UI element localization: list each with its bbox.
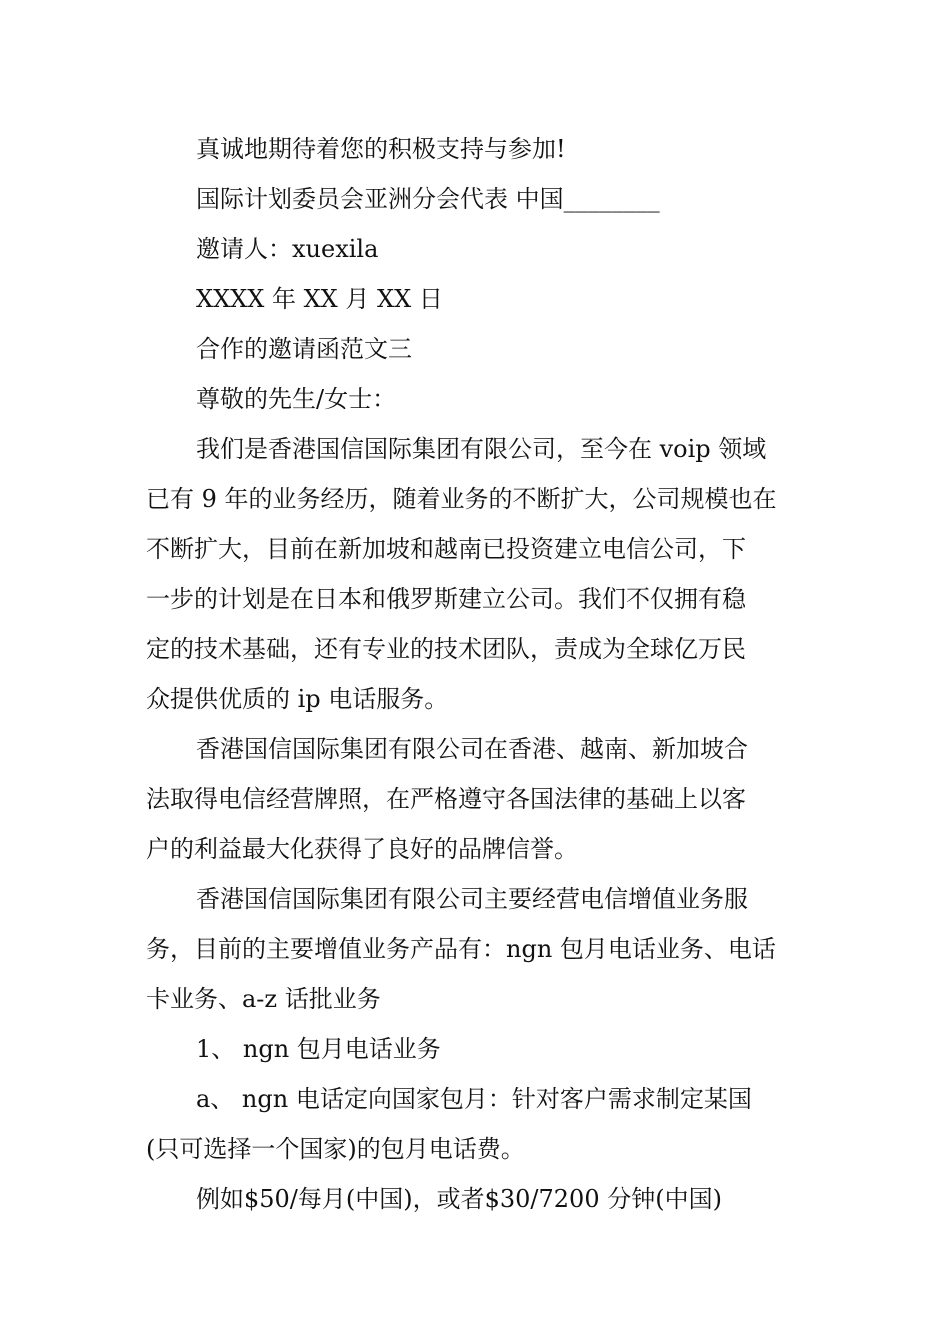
example-line: 例如$50/每月(中国)，或者$30/7200 分钟(中国) (196, 1185, 722, 1213)
paragraph-1-line-2: 已有 9 年的业务经历，随着业务的不断扩大，公司规模也在 (146, 485, 777, 513)
paragraph-3-line-1: 香港国信国际集团有限公司主要经营电信增值业务服 (196, 885, 748, 913)
list-item-a-line-1: a、 ngn 电话定向国家包月：针对客户需求制定某国 (196, 1085, 752, 1113)
section-title: 合作的邀请函范文三 (196, 335, 412, 363)
paragraph-1-line-1: 我们是香港国信国际集团有限公司，至今在 voip 领域 (196, 435, 767, 463)
paragraph-1-line-5: 定的技术基础，还有专业的技术团队，责成为全球亿万民 (146, 635, 746, 663)
paragraph-3-line-2: 务，目前的主要增值业务产品有：ngn 包月电话业务、电话 (146, 935, 776, 963)
date-line: XXXX 年 XX 月 XX 日 (196, 285, 443, 313)
inviter-line: 邀请人：xuexila (196, 235, 379, 263)
salutation: 尊敬的先生/女士： (196, 385, 397, 413)
paragraph-2-line-2: 法取得电信经营牌照，在严格遵守各国法律的基础上以客 (146, 785, 746, 813)
paragraph-1-line-3: 不断扩大，目前在新加坡和越南已投资建立电信公司，下 (146, 535, 746, 563)
paragraph-1-line-6: 众提供优质的 ip 电话服务。 (146, 685, 449, 713)
paragraph-3-line-3: 卡业务、a-z 话批业务 (146, 985, 381, 1013)
list-item-a-line-2: (只可选择一个国家)的包月电话费。 (146, 1135, 525, 1163)
closing-line: 真诚地期待着您的积极支持与参加! (196, 135, 566, 163)
list-item-1: 1、 ngn 包月电话业务 (196, 1035, 441, 1063)
paragraph-2-line-3: 户的利益最大化获得了良好的品牌信誉。 (146, 835, 578, 863)
paragraph-1-line-4: 一步的计划是在日本和俄罗斯建立公司。我们不仅拥有稳 (146, 585, 746, 613)
paragraph-2-line-1: 香港国信国际集团有限公司在香港、越南、新加坡合 (196, 735, 748, 763)
representative-line: 国际计划委员会亚洲分会代表 中国________ (196, 185, 660, 213)
